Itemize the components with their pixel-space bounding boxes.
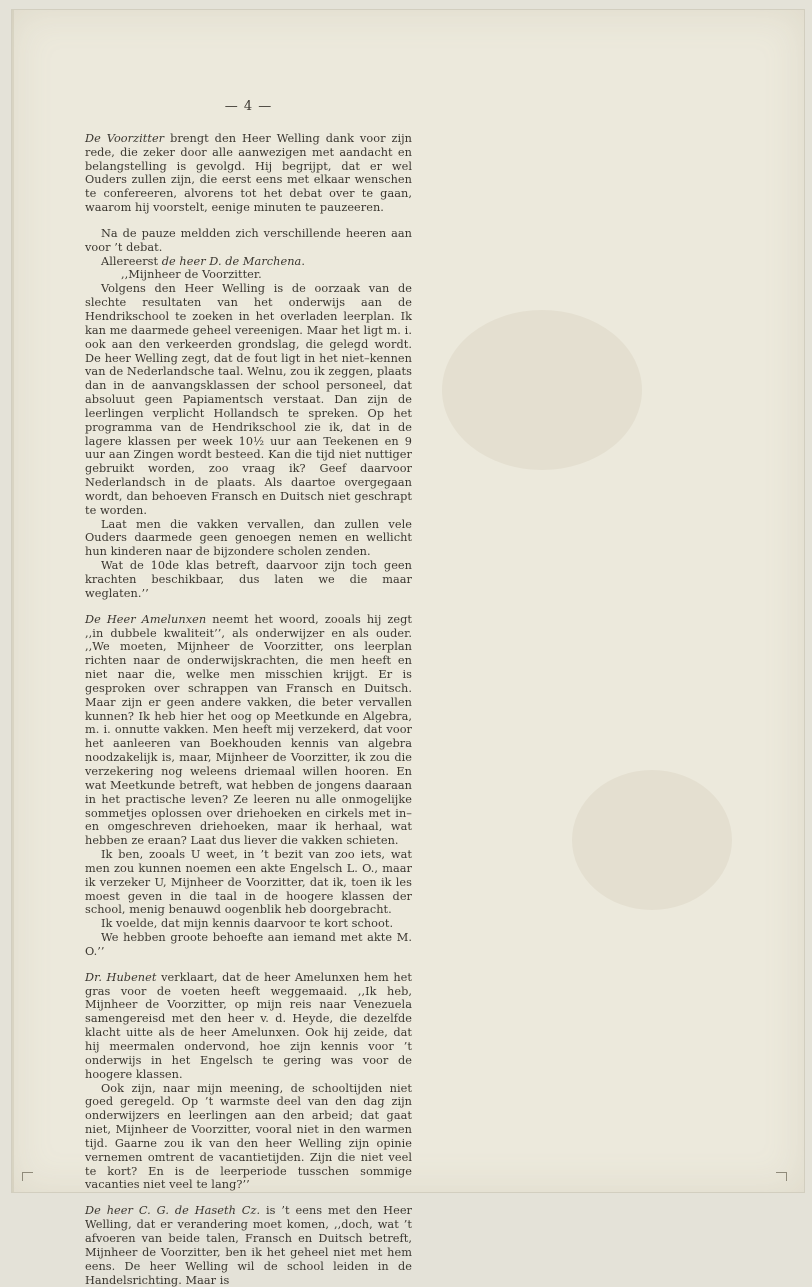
speaker-name: De heer C. G. de Haseth Cz.	[85, 1204, 261, 1218]
paragraph	[85, 1082, 412, 1193]
page-number: — 4 —	[224, 99, 273, 114]
paragraph-text: Wat de 10de klas betreft, daarvoor zijn toch geen krachten beschikbaar, dus laten we die maar weglaten.’’	[85, 559, 412, 600]
speaker-name: De Voorzitter	[85, 131, 165, 145]
paragraph	[85, 268, 412, 282]
paragraph	[85, 848, 412, 917]
paragraph	[85, 971, 412, 1082]
paragraph-text: ,,Mijnheer de Voorzitter.	[121, 268, 262, 282]
paragraph-text: neemt het woord, zooals hij zegt ,,in dubbele kwaliteit’’, als onderwijzer en als ouder. ,,We moeten, Mijnheer de Voorzitter, ons leerplan richten naar de onderwijskrachten, die men heeft en niet naar die, welke men misschien krijgt. Er is gesproken over schrappen van Fransch en Duitsch. Maar zijn er geen andere vakken, die beter vervallen kunnen? Ik heb hier het oog op Meetkunde en Algebra, m. i. onnutte vakken. Men heeft mij verzekerd, dat voor het aanleeren van Boekhouden kennis van algebra noodzakelijk is, maar, Mijnheer de Voorzitter, ik zou die verzekering nog weleens driemaal willen hooren. En wat Meetkunde betreft, wat hebben de jongens daaraan in het practische leven? Ze leeren nu alle onmogelijke sommetjes oplossen over driehoeken en cirkels met in– en omgeschreven driehoeken, maar ik herhaal, wat hebben ze eraan? Laat dus liever die vakken schieten.	[85, 612, 413, 848]
paragraph-text: is ’t eens met den Heer Welling, dat er verandering moet komen, ,,doch, wat ’t afvoeren van beide talen, Fransch en Duitsch betreft, Mijnheer de Voorzitter, ben ik het geheel niet met hem eens. De heer Welling wil de school leiden in de Handelsrichting. Maar is	[85, 1204, 413, 1287]
paragraph	[85, 282, 412, 517]
paragraph-text: Volgens den Heer Welling is de oorzaak van de slechte resultaten van het onderwijs aan de Hendrikschool te zoeken in het overladen leerplan. Ik kan me daarmede geheel vereenigen. Maar het ligt m. i. ook aan den verkeerden grondslag, die gelegd wordt. De heer Welling zegt, dat de fout ligt in het niet–kennen van de Nederlandsche taal. Welnu, zou ik zeggen, plaats dan in de aanvangsklassen der school personeel, dat absoluut geen Papiamentsch verstaat. Dan zijn de leerlingen verplicht Hollandsch te spreken. Op het programma van de Hendrikschool zie ik, dat in de lagere klassen per week 10½ uur aan Teekenen en 9 uur aan Zingen wordt besteed. Kan die tijd niet nuttiger gebruikt worden, zoo vraag ik? Geef daarvoor Nederlandsch in de plaats. Als daartoe overgegaan wordt, dan behoeven Fransch en Duitsch niet geschrapt te worden.	[85, 282, 412, 517]
paragraph-text: Ik voelde, dat mijn kennis daarvoor te kort schoot.	[101, 917, 394, 931]
paragraph	[85, 255, 412, 269]
corner-mark-left	[22, 1172, 33, 1181]
speaker-name: Dr. Hubenet	[85, 970, 157, 984]
paragraph	[85, 559, 412, 601]
paragraph-text: brengt den Heer Welling dank voor zijn rede, die zeker door alle aanwezigen met aandacht en belangstelling is gevolgd. Hij begrijpt, dat er wel Ouders zullen zijn, die eerst eens met elkaar wenschen te confereeren, alvorens tot het debat over te gaan, waarom hij voorstelt, eenige minuten te pauzeeren.	[85, 131, 412, 215]
text-column	[85, 100, 412, 1287]
corner-mark-right	[776, 1172, 787, 1181]
paper-stain	[572, 770, 732, 910]
paragraph-text: Ook zijn, naar mijn meening, de schooltijden niet goed geregeld. Op ’t warmste deel van den dag zijn onderwijzers en leerlingen aan den arbeid; dat gaat niet, Mijnheer de Voorzitter, vooral niet in den warmen tijd. Gaarne zou ik van den heer Welling zijn opinie vernemen omtrent de vacantietijden. Zijn die niet veel te kort? En is de leerperiode tusschen sommige vacanties niet veel te lang?’’	[85, 1081, 412, 1192]
paragraph	[85, 1204, 412, 1287]
paragraph	[85, 613, 412, 848]
paragraph-text: .	[301, 254, 305, 268]
paragraph-text: Laat men die vakken vervallen, dan zullen vele Ouders daarmede geen genoegen nemen en wellicht hun kinderen naar de bijzondere scholen zenden.	[85, 517, 412, 559]
paragraph-text: Allereerst	[101, 254, 162, 268]
paragraph	[85, 518, 412, 560]
paragraph-text: We hebben groote behoefte aan iemand met akte M. O.’’	[85, 931, 412, 958]
paper-stain	[442, 310, 642, 470]
paragraph	[85, 917, 412, 931]
paragraph-text: verklaart, dat de heer Amelunxen hem het gras voor de voeten heeft weggemaaid. ,,Ik heb, Mijnheer de Voorzitter, op mijn reis naar Venezuela samengereisd met den heer v. d. Heyde, die dezelfde klacht uitte als de heer Amelunxen. Ook hij zeide, dat hij meermalen ondervond, hoe zijn kennis voor ’t onderwijs in het Engelsch te gering was voor de hoogere klassen.	[85, 970, 413, 1081]
paragraph	[85, 931, 412, 959]
speaker-name: de heer D. de Marchena	[161, 254, 302, 268]
speaker-name: De Heer Amelunxen	[85, 612, 207, 626]
paragraph-text: Ik ben, zooals U weet, in ’t bezit van zoo iets, wat men zou kunnen noemen een akte Engelsch L. O., maar ik verzeker U, Mijnheer de Voorzitter, dat ik, toen ik les moest geven in die taal in de hoogere klassen der school, menig benauwd oogenblik heb doorgebracht.	[85, 848, 412, 917]
paragraph-text: Na de pauze meldden zich verschillende heeren aan voor ’t debat.	[85, 226, 412, 254]
page-edge-shadow	[12, 10, 14, 1192]
paragraph	[85, 132, 412, 215]
paragraph	[85, 227, 412, 255]
